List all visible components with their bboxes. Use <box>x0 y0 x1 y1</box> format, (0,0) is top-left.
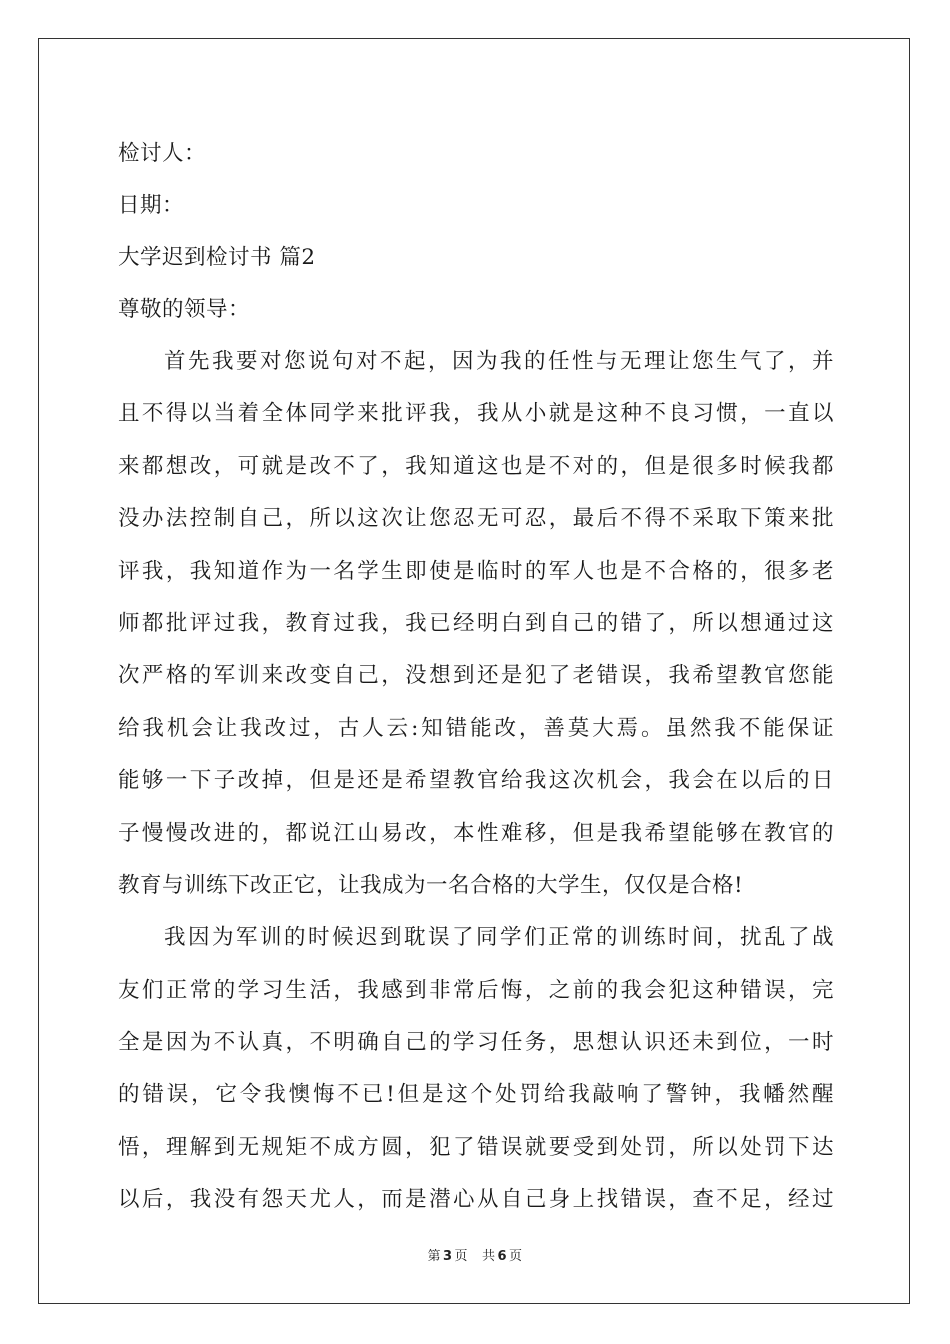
paragraph-line: 全是因为不认真，不明确自己的学习任务，思想认识还未到位，一时 <box>118 1030 834 1056</box>
paragraph-1 <box>118 336 834 912</box>
section-title: 大学迟到检讨书 篇2 <box>118 245 316 270</box>
paragraph-line: 子慢慢改进的，都说江山易改，本性难移，但是我希望能够在教官的 <box>118 820 834 846</box>
paragraph-line: 首先我要对您说句对不起，因为我的任性与无理让您生气了，并 <box>164 349 834 374</box>
salutation: 尊敬的领导： <box>118 297 251 322</box>
paragraph-line: 且不得以当着全体同学来批评我，我从小就是这种不良习惯，一直以 <box>118 401 834 427</box>
current-page-number: 3 <box>442 1249 453 1264</box>
paragraph-2 <box>118 912 834 1226</box>
total-page-number: 6 <box>497 1249 508 1264</box>
paragraph-line: 教育与训练下改正它，让我成为一名合格的大学生，仅仅是合格! <box>118 872 744 898</box>
paragraph-line: 悟，理解到无规矩不成方圆，犯了错误就要受到处罚，所以处罚下达 <box>118 1134 834 1160</box>
paragraph-line: 我因为军训的时候迟到耽误了同学们正常的训练时间，扰乱了战 <box>164 925 834 951</box>
paragraph-line: 以后，我没有怨天尤人，而是潜心从自己身上找错误，查不足，经过 <box>118 1187 834 1213</box>
paragraph-line: 来都想改，可就是改不了，我知道这也是不对的，但是很多时候我都 <box>118 453 834 479</box>
footer-prefix: 第 <box>427 1249 441 1264</box>
paragraph-line: 给我机会让我改过，古人云:知错能改，善莫大焉。虽然我不能保证 <box>118 715 834 741</box>
footer-total-prefix: 共 <box>481 1249 496 1264</box>
footer-page-suffix: 页 <box>454 1249 469 1264</box>
paragraph-line: 评我，我知道作为一名学生即使是临时的军人也是不合格的，很多老 <box>118 558 834 584</box>
paragraph-line: 能够一下子改掉，但是还是希望教官给我这次机会，我会在以后的日 <box>118 768 834 794</box>
paragraph-line: 师都批评过我，教育过我，我已经明白到自己的错了，所以想通过这 <box>118 610 834 636</box>
paragraph-line: 次严格的军训来改变自己，没想到还是犯了老错误，我希望教官您能 <box>118 663 834 689</box>
document-body <box>118 128 834 1227</box>
paragraph-line: 友们正常的学习生活，我感到非常后悔，之前的我会犯这种错误，完 <box>118 977 834 1003</box>
paragraph-line: 的错误，它令我懊悔不已!但是这个处罚给我敲响了警钟，我幡然醒 <box>118 1082 834 1108</box>
footer-total-suffix: 页 <box>509 1249 523 1264</box>
page-footer <box>0 1245 950 1264</box>
date-line: 日期： <box>118 193 185 218</box>
reviewer-line: 检讨人： <box>118 141 207 166</box>
paragraph-line: 没办法控制自己，所以这次让您忍无可忍，最后不得不采取下策来批 <box>118 506 834 532</box>
